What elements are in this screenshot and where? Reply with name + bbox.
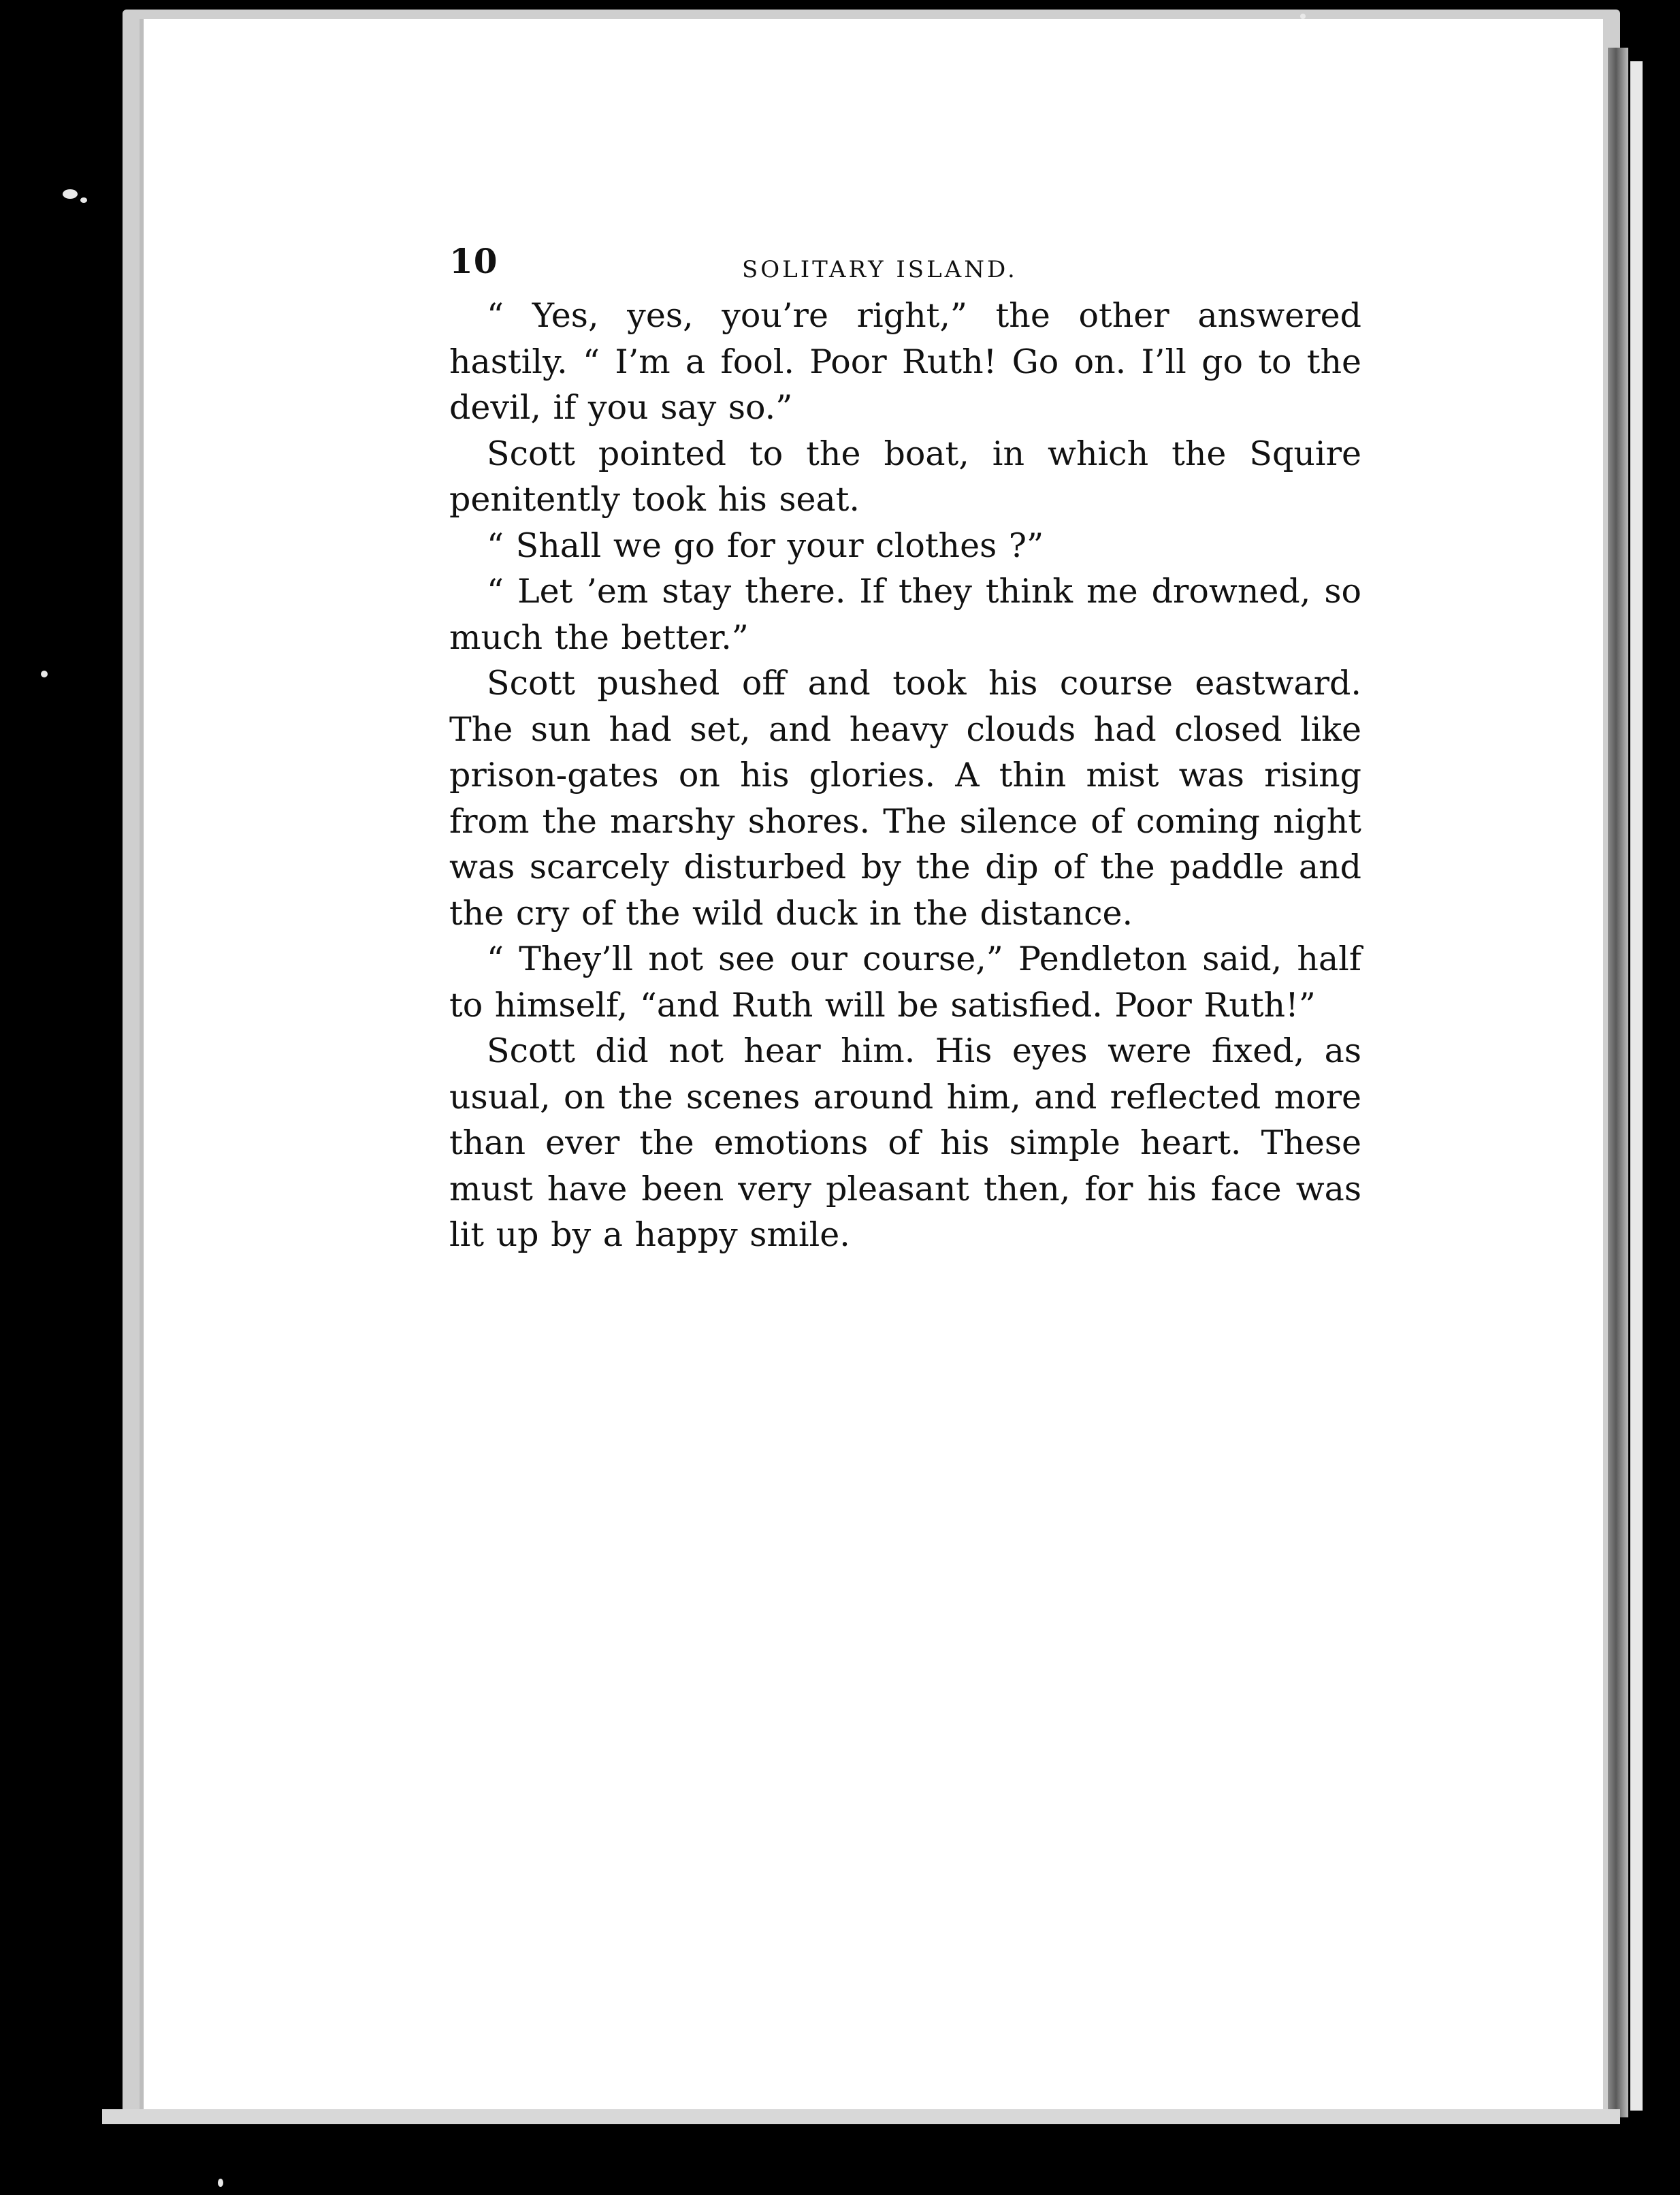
scan-speck <box>218 2179 223 2187</box>
page-text-block <box>449 238 1361 1258</box>
scan-speck <box>63 189 78 199</box>
binding-edge <box>1630 61 1643 2111</box>
paragraph: “ They’ll not see our course,” Pendleton said, half to himself, “and Ruth will be satisfied. Poor Ruth!” <box>449 940 1361 1025</box>
paragraph: Scott pointed to the boat, in which the Squire penitently took his seat. <box>449 434 1361 519</box>
paragraph: “ Shall we go for your clothes ?” <box>487 526 1044 565</box>
paragraph: Scott pushed off and took his course eastward. The sun had set, and heavy clouds had closed like prison-gates on his glories. A thin mist was rising from the marshy shores. The silence of coming night was scarcely disturbed by the dip of the paddle and the cry of the wild duck in the distance. <box>449 664 1361 933</box>
scan-speck <box>41 671 48 677</box>
scan-speck <box>80 197 87 203</box>
running-head <box>449 238 1361 293</box>
running-title: SOLITARY ISLAND. <box>742 256 1018 283</box>
paragraph: “ Let ’em stay there. If they think me drowned, so much the better.” <box>449 572 1361 657</box>
page-number: 10 <box>449 241 498 281</box>
paragraph: Scott did not hear him. His eyes were fixed, as usual, on the scenes around him, and reflected more than ever the emotions of his simple heart. These must have been very pleasant then, for his face was lit up by a happy smile. <box>449 1031 1361 1254</box>
binding-shadow <box>1608 48 1628 2117</box>
scan-speck <box>1300 14 1306 19</box>
bottom-page-edge <box>102 2109 1620 2124</box>
paragraph: “ Yes, yes, you’re right,” the other answered hastily. “ I’m a fool. Poor Ruth! Go on. I’ll go to the devil, if you say so.” <box>449 296 1361 427</box>
